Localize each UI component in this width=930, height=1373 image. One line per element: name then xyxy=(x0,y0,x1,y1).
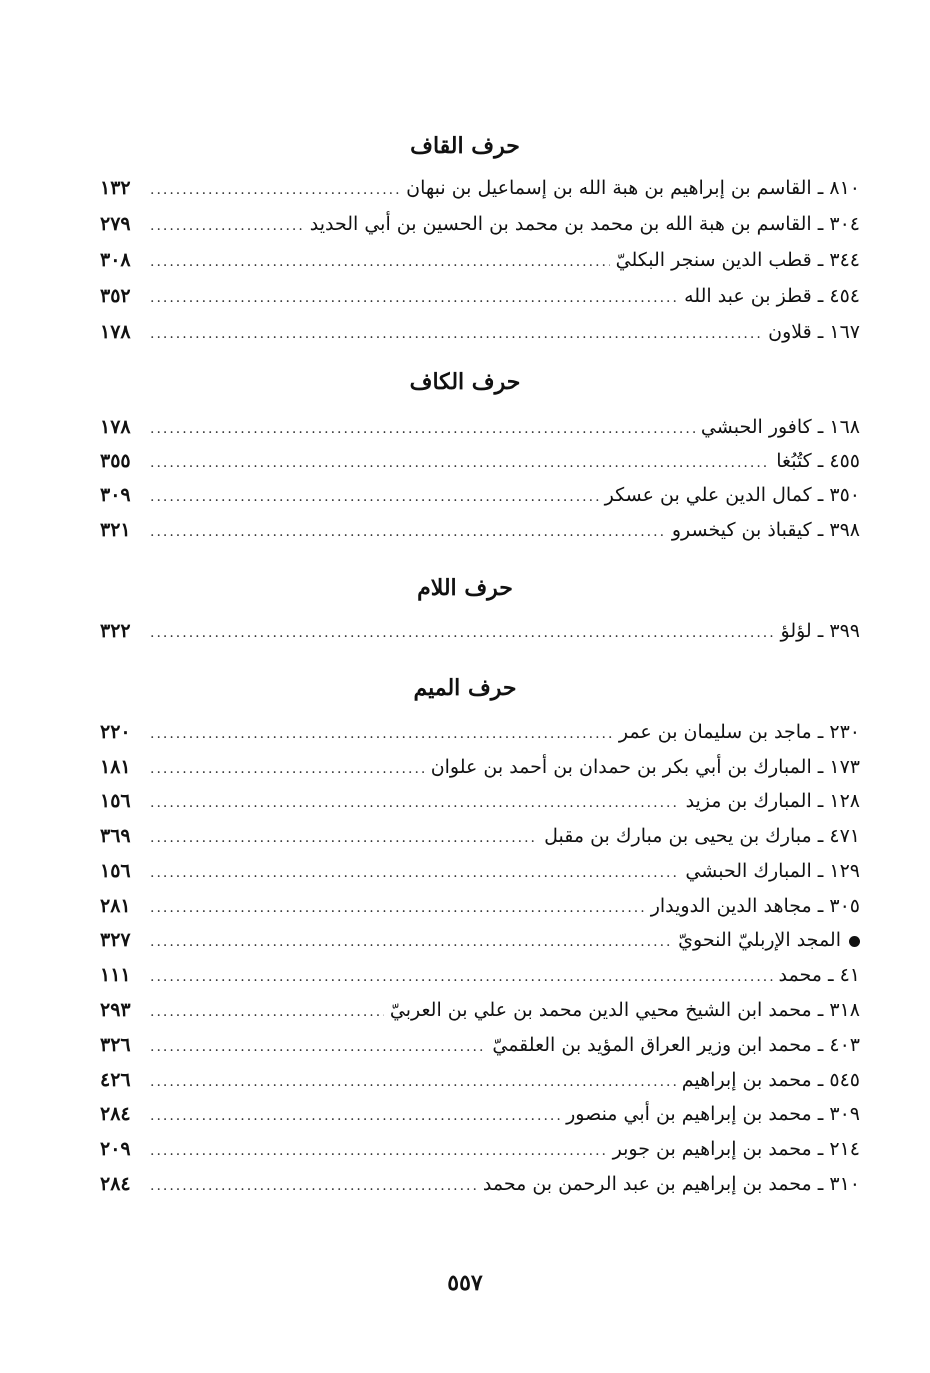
entry-page: ٣٢١ xyxy=(100,519,131,541)
leader-dots xyxy=(150,625,775,641)
entry-text: المجد الإربليّ النحويّ xyxy=(678,929,841,951)
entry-text: ٤٥٥ ـ كتُبُغا xyxy=(776,450,860,472)
entry-page: ٢٠٩ xyxy=(100,1138,131,1160)
leader-dots xyxy=(150,182,400,198)
index-entry xyxy=(100,620,860,650)
entry-text: ١٦٧ ـ قلاون xyxy=(768,321,860,343)
bullet-icon xyxy=(849,936,860,947)
entry-text: ٣٠٥ ـ مجاهد الدين الدويدار xyxy=(650,895,860,917)
entry-page: ٤٢٦ xyxy=(100,1069,131,1091)
index-entry xyxy=(100,1173,860,1203)
entry-text: ٣٥٠ ـ كمال الدين علي بن عسكر xyxy=(604,484,860,506)
entry-page: ٢٧٩ xyxy=(100,213,131,235)
entry-page: ٣٥٥ xyxy=(100,450,131,472)
leader-dots xyxy=(150,830,538,846)
entry-page: ١٣٢ xyxy=(100,177,131,199)
leader-dots xyxy=(150,326,762,342)
entry-page: ٣٥٢ xyxy=(100,285,131,307)
index-entry xyxy=(100,249,860,279)
index-entry xyxy=(100,790,860,820)
entry-text: ١٢٩ ـ المبارك الحبشي xyxy=(685,860,860,882)
index-entry xyxy=(100,999,860,1029)
index-entry xyxy=(100,484,860,514)
index-entry xyxy=(100,756,860,786)
leader-dots xyxy=(150,290,678,306)
index-entry xyxy=(100,213,860,243)
leader-dots xyxy=(150,761,425,777)
section-heading-mim: حرف الميم xyxy=(413,675,517,701)
index-entry xyxy=(100,450,860,480)
entry-text: ١٧٣ ـ المبارك بن أبي بكر بن حمدان بن أحمد بن علوان xyxy=(430,756,860,778)
leader-dots xyxy=(150,934,672,950)
index-entry xyxy=(100,1103,860,1133)
entry-page: ٣٢٦ xyxy=(100,1034,131,1056)
entry-page: ٣٢٧ xyxy=(100,929,131,951)
leader-dots xyxy=(150,524,666,540)
index-entry xyxy=(100,519,860,549)
entry-text: ٨١٠ ـ القاسم بن إبراهيم بن هبة الله بن إسماعيل بن نبهان xyxy=(406,177,860,199)
entry-page: ٢٨٤ xyxy=(100,1173,131,1195)
entry-text: ٢٣٠ ـ ماجد بن سليمان بن عمر xyxy=(618,721,860,743)
leader-dots xyxy=(150,1178,477,1194)
leader-dots xyxy=(150,900,645,916)
index-entry xyxy=(100,321,860,351)
entry-page: ١٧٨ xyxy=(100,416,131,438)
entry-page: ٢٩٣ xyxy=(100,999,131,1021)
section-heading-kaf: حرف الكاف xyxy=(409,369,521,395)
page-number: ٥٥٧ xyxy=(447,1270,483,1296)
entry-page: ١٥٦ xyxy=(100,790,131,812)
entry-page: ١١١ xyxy=(100,964,131,986)
entry-text: ٥٤٥ ـ محمد بن إبراهيم xyxy=(681,1069,860,1091)
index-entry xyxy=(100,721,860,751)
entry-text: ٣١٨ ـ محمد ابن الشيخ محيي الدين محمد بن علي بن العربيّ xyxy=(389,999,860,1021)
entry-page: ١٧٨ xyxy=(100,321,131,343)
entry-page: ٣٢٢ xyxy=(100,620,131,642)
leader-dots xyxy=(150,1108,560,1124)
index-entry xyxy=(100,1034,860,1064)
entry-text: ٣١٠ ـ محمد بن إبراهيم بن عبد الرحمن بن محمد xyxy=(482,1173,860,1195)
section-heading-qaf: حرف القاف xyxy=(410,133,520,159)
entry-page: ٢٨١ xyxy=(100,895,131,917)
entry-text: ٣٤٤ ـ قطب الدين سنجر البكليّ xyxy=(615,249,860,271)
index-entry xyxy=(100,1069,860,1099)
leader-dots xyxy=(150,455,770,471)
index-entry xyxy=(100,177,860,207)
leader-dots xyxy=(150,421,695,437)
entry-page: ٣٠٨ xyxy=(100,249,131,271)
entry-page: ٣٠٩ xyxy=(100,484,131,506)
entry-text: ٣٩٨ ـ كيقباذ بن كيخسرو xyxy=(671,519,860,541)
entry-text: ٤١ ـ محمد xyxy=(778,964,860,986)
index-entry xyxy=(100,825,860,855)
entry-text: ٤٥٤ ـ قطز بن عبد الله xyxy=(684,285,860,307)
entry-page: ١٥٦ xyxy=(100,860,131,882)
leader-dots xyxy=(150,218,304,234)
leader-dots xyxy=(150,969,773,985)
entry-text: ١٦٨ ـ كافور الحبشي xyxy=(700,416,860,438)
entry-text: ٢١٤ ـ محمد بن إبراهيم بن جوبر xyxy=(612,1138,860,1160)
index-entry xyxy=(100,860,860,890)
leader-dots xyxy=(150,489,599,505)
leader-dots xyxy=(150,865,679,881)
leader-dots xyxy=(150,254,610,270)
index-entry xyxy=(100,895,860,925)
index-entry xyxy=(100,285,860,315)
entry-text: ٤٠٣ ـ محمد ابن وزير العراق المؤيد بن العلقميّ xyxy=(492,1034,860,1056)
entry-text: ٤٧١ ـ مبارك بن يحيى بن مبارك بن مقبل xyxy=(544,825,860,847)
entry-page: ٢٨٤ xyxy=(100,1103,131,1125)
index-entry xyxy=(100,929,860,959)
index-entry xyxy=(100,416,860,446)
entry-page: ٢٢٠ xyxy=(100,721,131,743)
entry-text: ٣٠٩ ـ محمد بن إبراهيم بن أبي منصور xyxy=(566,1103,860,1125)
entry-text: ٣٩٩ ـ لؤلؤ xyxy=(780,620,860,642)
entry-page: ١٨١ xyxy=(100,756,131,778)
leader-dots xyxy=(150,795,680,811)
index-entry xyxy=(100,964,860,994)
entry-page: ٣٦٩ xyxy=(100,825,131,847)
leader-dots xyxy=(150,1039,486,1055)
leader-dots xyxy=(150,726,613,742)
entry-text: ١٢٨ ـ المبارك بن مزيد xyxy=(685,790,860,812)
index-entry xyxy=(100,1138,860,1168)
section-heading-lam: حرف اللام xyxy=(417,575,513,601)
entry-text: ٣٠٤ ـ القاسم بن هبة الله بن محمد بن محمد بن الحسين بن أبي الحديد xyxy=(309,213,860,235)
leader-dots xyxy=(150,1074,676,1090)
entry-text-wrap xyxy=(678,929,860,951)
leader-dots xyxy=(150,1143,607,1159)
leader-dots xyxy=(150,1004,384,1020)
